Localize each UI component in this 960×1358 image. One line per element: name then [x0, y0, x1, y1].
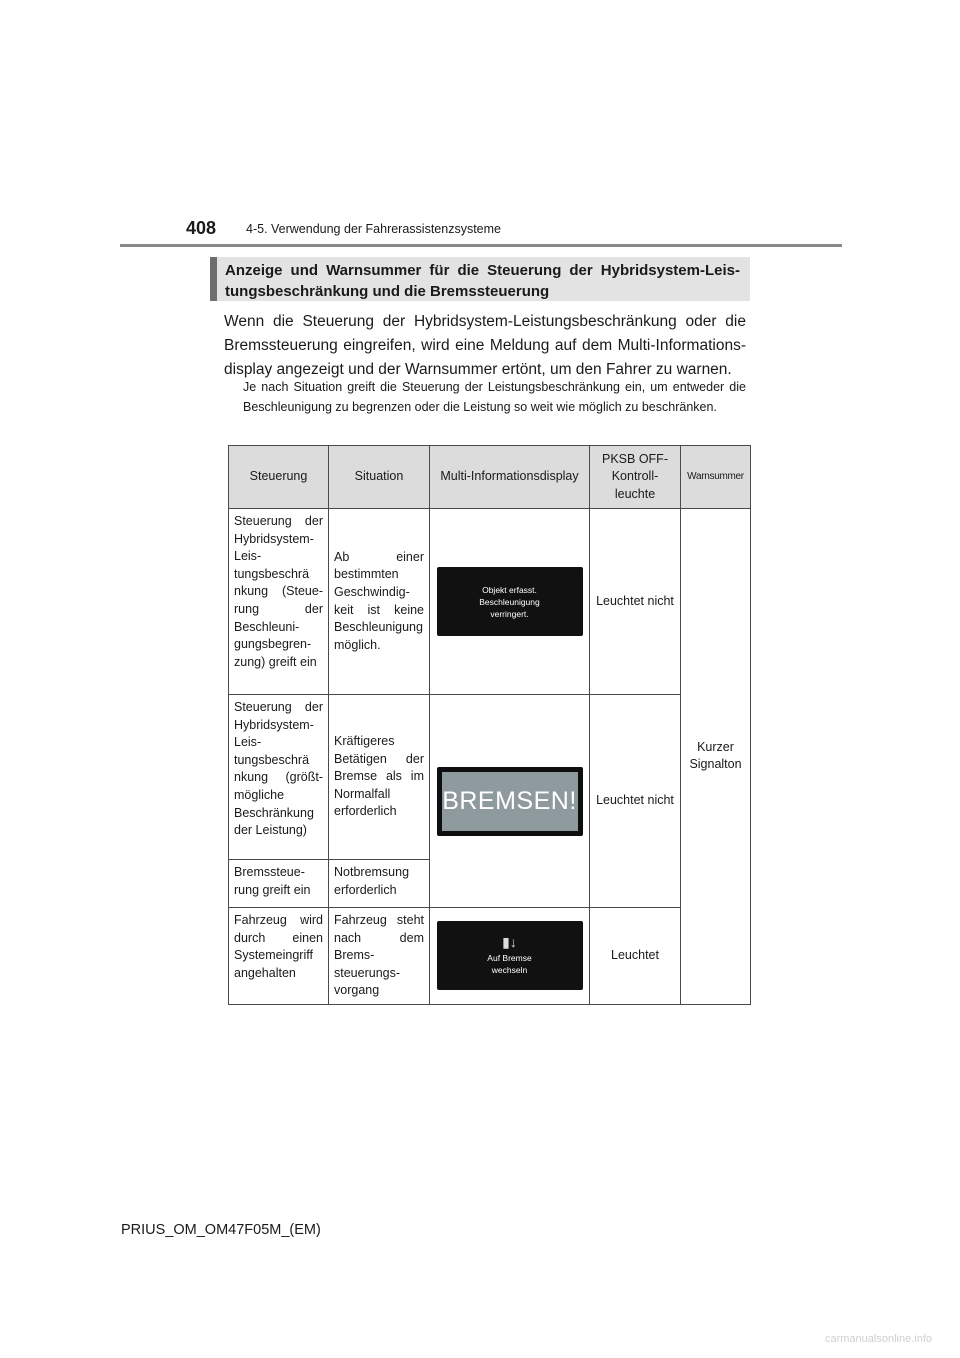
cell-situation: Fahrzeug steht nach dem Bremssteuerungsvorgang	[329, 908, 430, 1005]
cell-display	[430, 509, 590, 695]
col-header-steuerung: Steuerung	[229, 446, 329, 509]
cell-steuerung: Steuerung der Hybridsystem-Leistungsbeschrä nkung (größtmögliche Beschränkung der Leistung)	[229, 695, 329, 860]
cell-steuerung: Bremssteuerung greift ein	[229, 860, 329, 908]
chapter-title: 4-5. Verwendung der Fahrerassistenzsysteme	[246, 222, 501, 236]
display-line: verringert.	[490, 608, 529, 619]
cell-pksb: Leuchtet nicht	[590, 695, 681, 908]
table-row	[229, 908, 751, 1005]
note-paragraph: Je nach Situation greift die Steuerung der Leistungsbeschränkung ein, um entweder die Beschleunigung zu begrenzen oder die Leistung so weit wie möglich zu beschränken.	[243, 380, 746, 414]
col-header-display: Multi-Informationsdisplay	[430, 446, 590, 509]
cell-display	[430, 695, 590, 908]
cell-pksb: Leuchtet nicht	[590, 509, 681, 695]
cell-situation: Notbremsung erforderlich	[329, 860, 430, 908]
cell-warnsummer: Kurzer Signalton	[681, 509, 751, 1005]
section-title: Anzeige und Warnsummer für die Steuerung der Hybridsystem-Leistungsbeschränkung und die Bremssteuerung	[210, 257, 750, 301]
table-row	[229, 695, 751, 860]
footer-code: PRIUS_OM_OM47F05M_(EM)	[121, 1222, 321, 1238]
cell-steuerung: Fahrzeug wird durch einen Systemeingriff angehalten	[229, 908, 329, 1005]
header-divider	[120, 244, 842, 247]
brake-pedal-icon: ▮↓	[502, 934, 517, 951]
display-line: Beschleunigung	[479, 596, 540, 607]
display-screen	[437, 921, 583, 990]
cell-situation: Kräftigeres Betätigen der Bremse als im Normalfall erforderlich	[329, 695, 430, 860]
display-screen	[437, 567, 583, 636]
table-row	[229, 509, 751, 695]
cell-display	[430, 908, 590, 1005]
page-number: 408	[186, 218, 217, 238]
col-header-pksb: PKSB OFF-Kontrollleuchte	[590, 446, 681, 509]
display-line: Objekt erfasst.	[482, 584, 537, 595]
cell-situation: Ab einer bestimmten Geschwindigkeit ist keine Beschleunigung möglich.	[329, 509, 430, 695]
cell-pksb: Leuchtet	[590, 908, 681, 1005]
table-header-row	[229, 446, 751, 509]
warning-table	[228, 445, 751, 1005]
display-line: wechseln	[491, 965, 528, 976]
col-header-situation: Situation	[329, 446, 430, 509]
display-screen	[437, 767, 583, 836]
display-brake-warning: BREMSEN!	[442, 772, 578, 831]
intro-paragraph: Wenn die Steuerung der Hybridsystem-Leistungsbeschränkung oder die Bremssteuerung eingreifen, wird eine Meldung auf dem Multi-Informationsdisplay angezeigt und der Warnsummer ertönt, um den Fahrer zu warnen.	[224, 313, 746, 378]
display-line: Auf Bremse	[487, 953, 532, 964]
col-header-warnsummer: Warnsummer	[681, 446, 751, 509]
cell-steuerung: Steuerung der Hybridsystem-Leistungsbeschrä nkung (Steuerung der Beschleunigungsbegrenzung) greift ein	[229, 509, 329, 695]
watermark: carmanualsonline.info	[824, 1333, 932, 1345]
